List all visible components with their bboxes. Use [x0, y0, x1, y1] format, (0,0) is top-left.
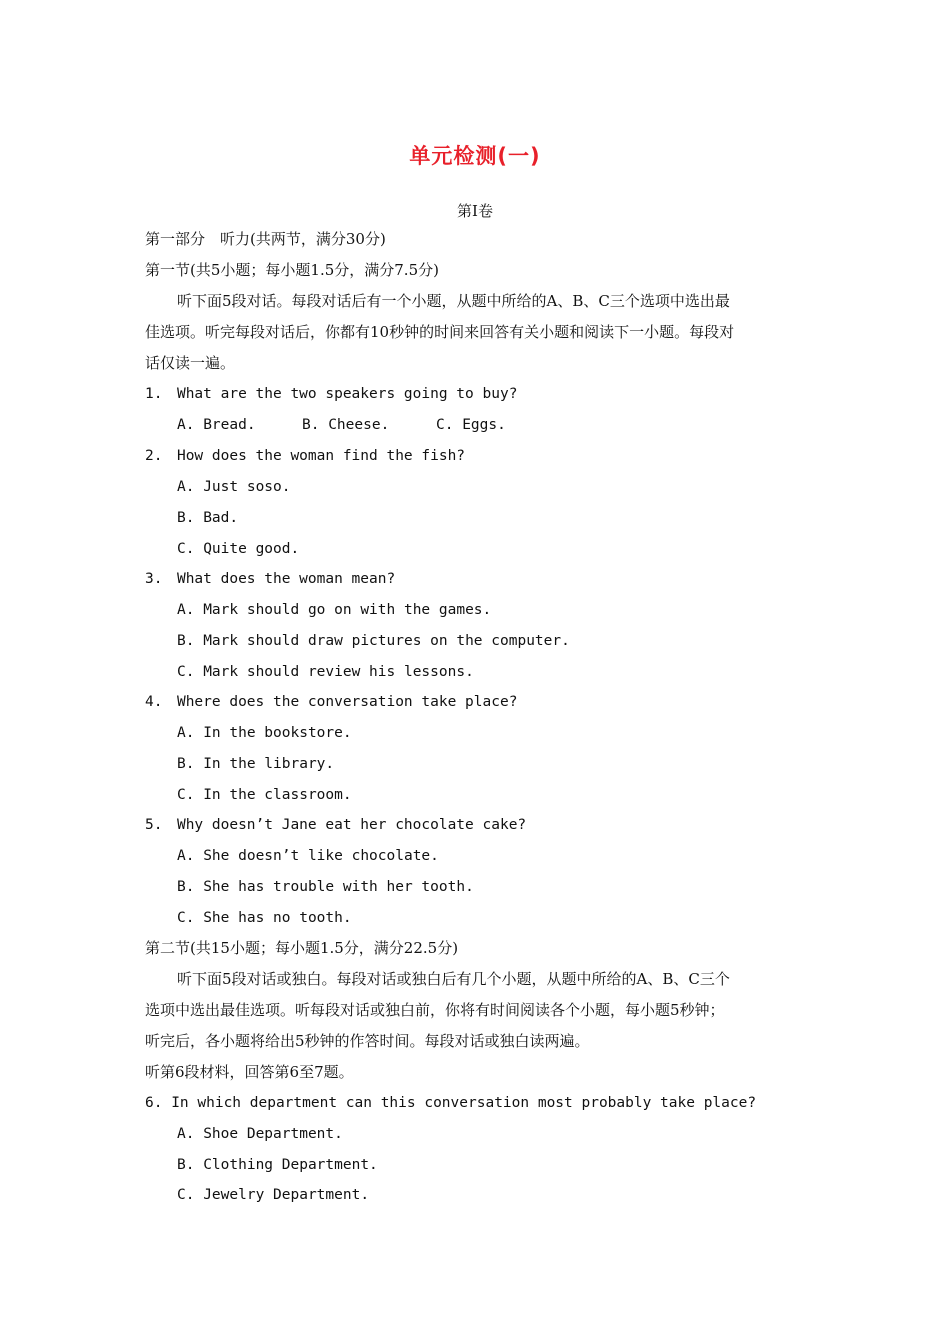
section1-instruction-line: 话仅读一遍。 — [145, 354, 236, 372]
section1-heading: 第一节(共5小题；每小题1.5分，满分7.5分) — [145, 261, 439, 279]
question-3: 3. What does the woman mean? — [145, 571, 396, 587]
option-c: C. Eggs. — [436, 417, 506, 433]
option-a: A. Just soso. — [177, 479, 291, 495]
option-c: C. Quite good. — [177, 541, 300, 557]
option-b: B. In the library. — [177, 756, 335, 772]
section2-instruction-line: 听下面5段对话或独白。每段对话或独白后有几个小题，从题中所给的A、B、C三个 — [177, 970, 730, 988]
question-1-options — [177, 415, 506, 435]
material-note: 听第6段材料，回答第6至7题。 — [145, 1063, 354, 1081]
section2-heading: 第二节(共15小题；每小题1.5分，满分22.5分) — [145, 939, 459, 957]
volume-heading: 第Ⅰ卷 — [457, 202, 493, 220]
option-c: C. She has no tooth. — [177, 910, 352, 926]
question-4: 4. Where does the conversation take place? — [145, 694, 518, 710]
question-1: 1. What are the two speakers going to buy? — [145, 386, 518, 402]
option-b: B. Clothing Department. — [177, 1157, 378, 1173]
section2-instruction-line: 听完后，各小题将给出5秒钟的作答时间。每段对话或独白读两遍。 — [145, 1032, 590, 1050]
section1-instruction-line: 佳选项。听完每段对话后，你都有10秒钟的时间来回答有关小题和阅读下一小题。每段对 — [145, 323, 735, 341]
option-b: B. Bad. — [177, 510, 239, 526]
question-5: 5. Why doesn’t Jane eat her chocolate cake? — [145, 817, 527, 833]
question-6: 6. In which department can this conversation most probably take place? — [145, 1095, 757, 1111]
option-a: A. Mark should go on with the games. — [177, 602, 492, 618]
option-a: A. In the bookstore. — [177, 725, 352, 741]
option-c: C. Jewelry Department. — [177, 1187, 370, 1203]
option-a: A. She doesn’t like chocolate. — [177, 848, 439, 864]
section1-instruction-line: 听下面5段对话。每段对话后有一个小题，从题中所给的A、B、C三个选项中选出最 — [177, 292, 730, 310]
page-title: 单元检测(一) — [409, 144, 541, 168]
question-2: 2. How does the woman find the fish? — [145, 448, 466, 464]
section2-instruction-line: 选项中选出最佳选项。听每段对话或独白前，你将有时间阅读各个小题，每小题5秒钟； — [145, 1001, 725, 1019]
part-heading: 第一部分 听力(共两节，满分30分) — [145, 230, 386, 248]
option-b: B. She has trouble with her tooth. — [177, 879, 474, 895]
option-a: A. Shoe Department. — [177, 1126, 343, 1142]
option-c: C. In the classroom. — [177, 787, 352, 803]
option-b: B. Mark should draw pictures on the computer. — [177, 633, 570, 649]
option-c: C. Mark should review his lessons. — [177, 664, 474, 680]
option-a: A. Bread. — [177, 417, 256, 433]
option-b: B. Cheese. — [302, 417, 390, 433]
